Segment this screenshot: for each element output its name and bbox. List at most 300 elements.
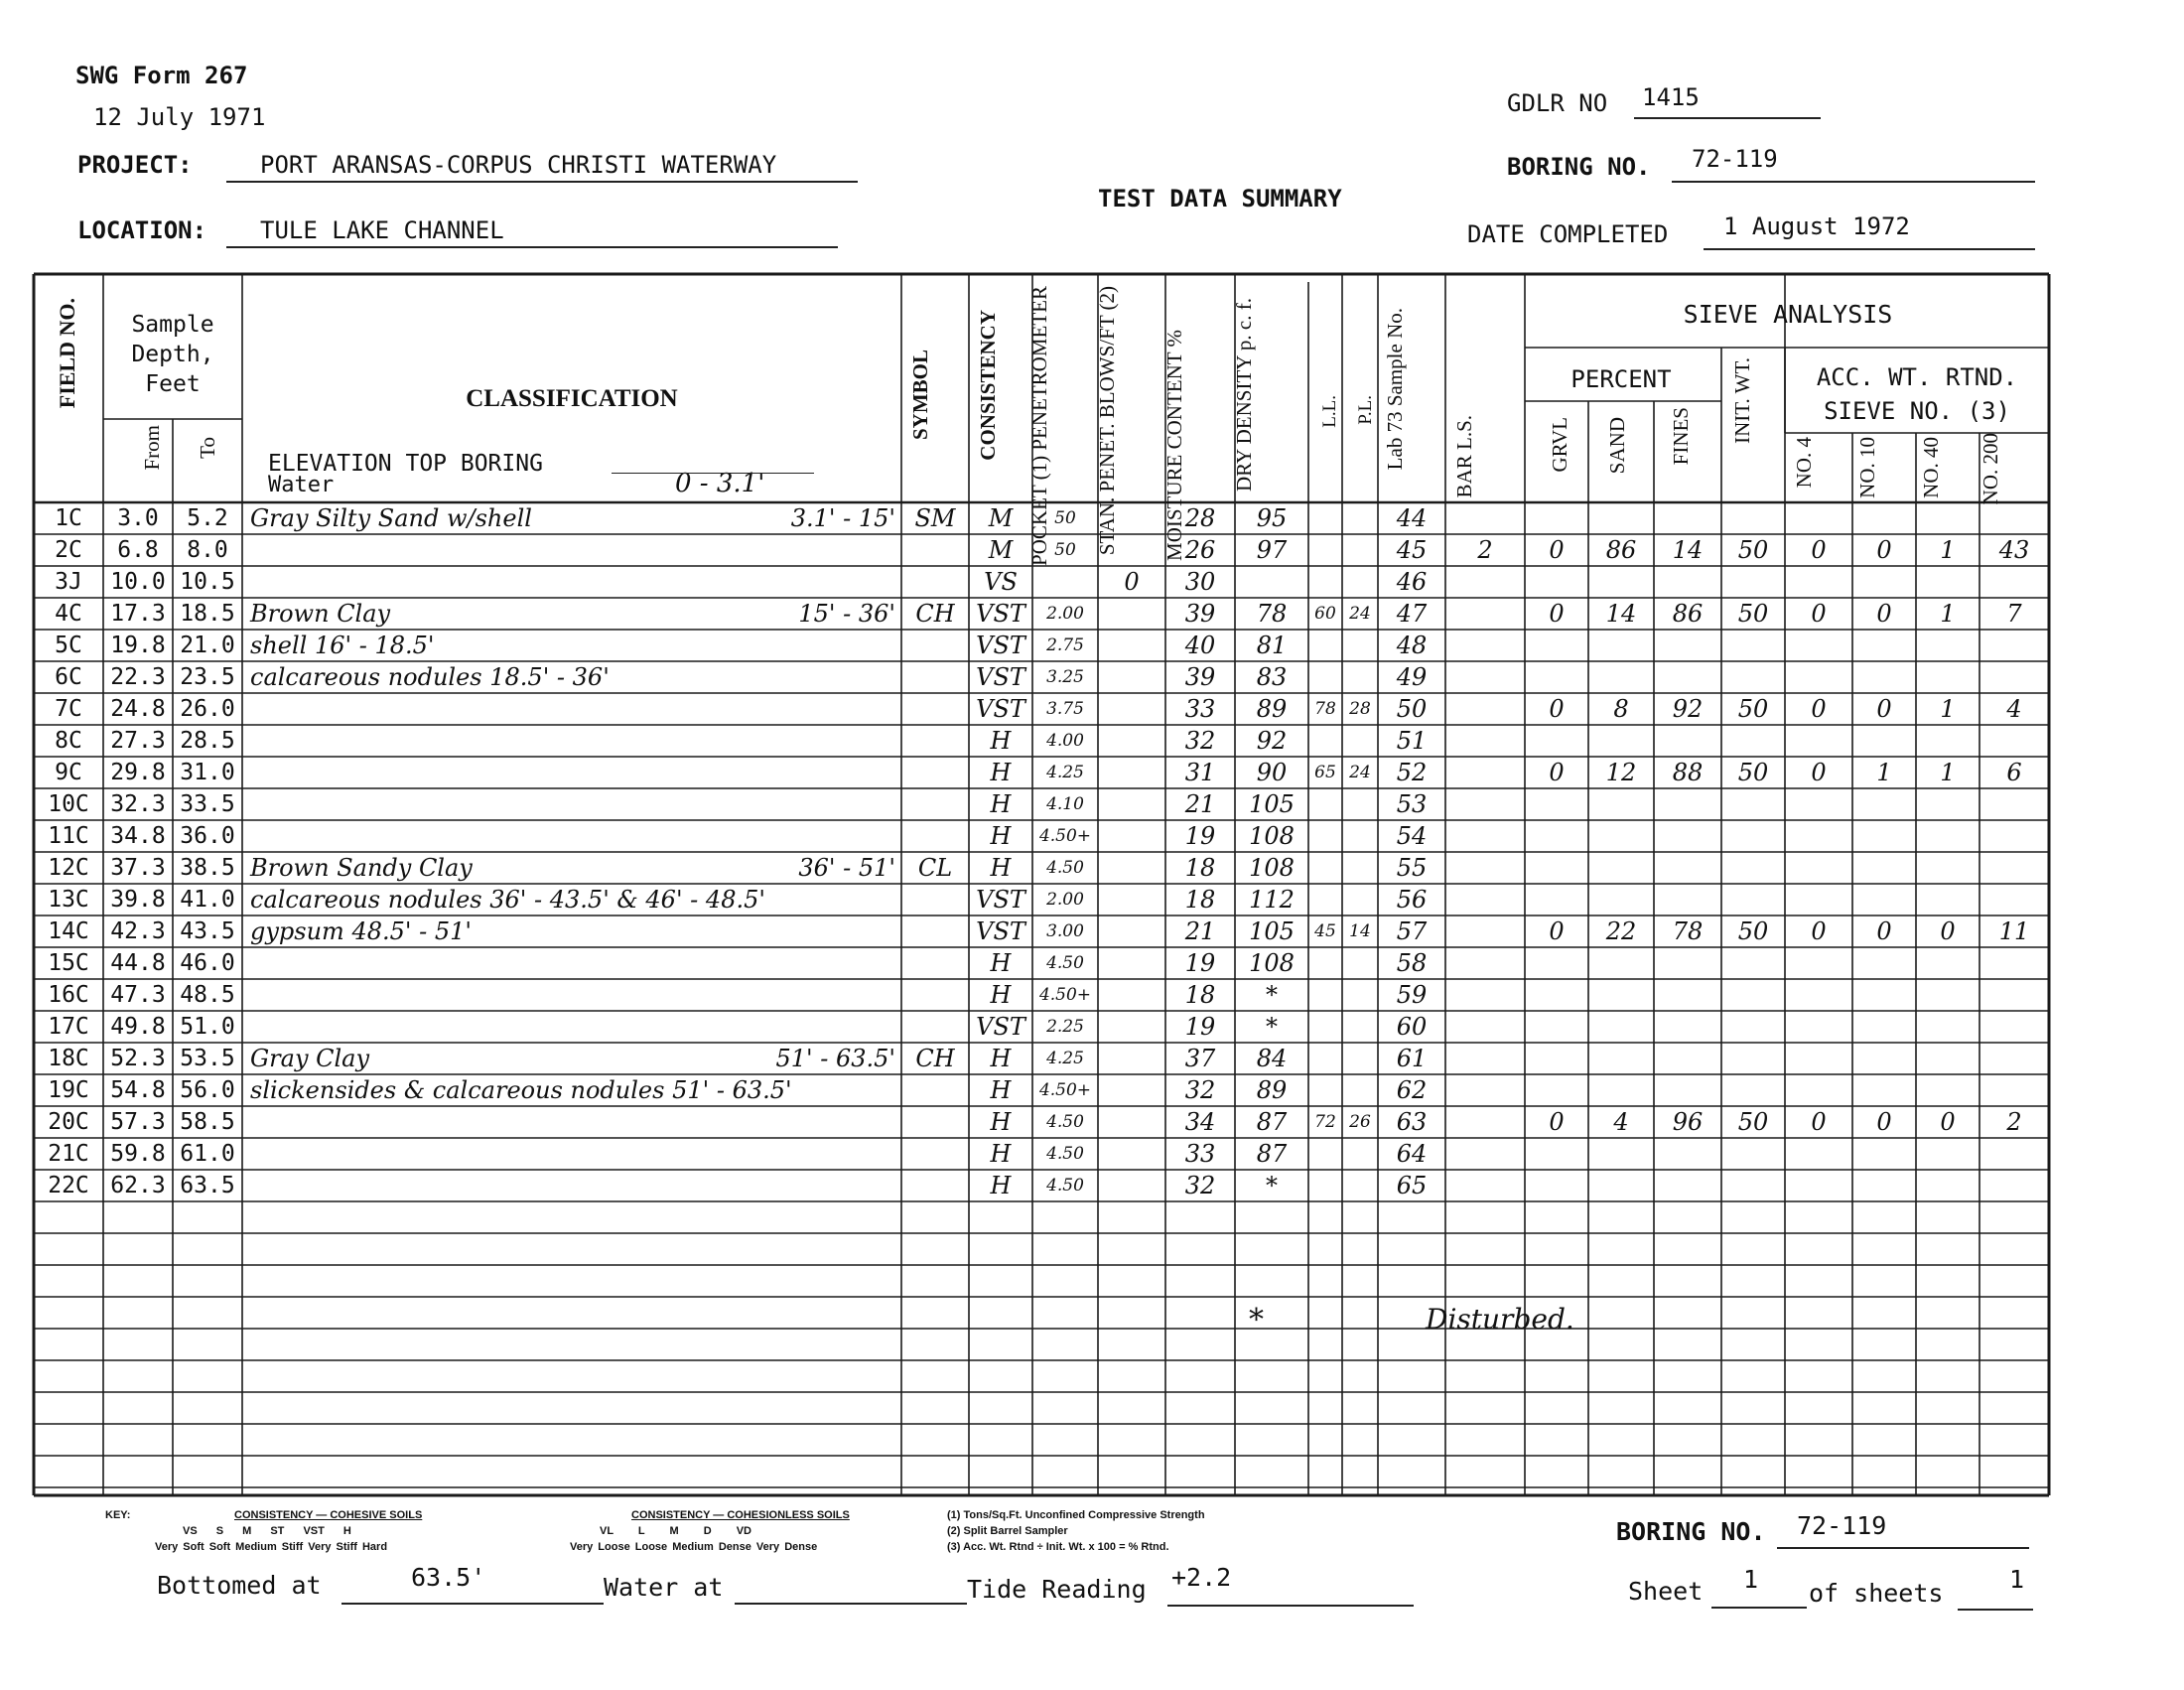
cell-field-no: 14C	[48, 918, 89, 944]
cell-from: 59.8	[110, 1141, 166, 1167]
cell-dry-density: 95	[1256, 504, 1288, 532]
cell-fines: 88	[1672, 759, 1704, 786]
cell-from: 3.0	[117, 505, 159, 531]
cell-no4: 0	[1811, 695, 1827, 723]
of-sheets-underline	[1958, 1609, 2033, 1611]
cell-symbol: CH	[915, 1045, 955, 1072]
cell-init-wt: 50	[1737, 917, 1769, 945]
cell-field-no: 1C	[55, 505, 82, 531]
cell-lab-sample: 56	[1396, 886, 1428, 914]
classification-range: 36' - 51'	[798, 854, 895, 882]
cell-fines: 92	[1672, 695, 1704, 723]
cell-pocket-pen: 2.00	[1046, 890, 1084, 910]
cell-lab-sample: 57	[1396, 917, 1428, 945]
classification-note: gypsum 48.5' - 51'	[250, 917, 472, 945]
cell-pocket-pen: 2.00	[1046, 604, 1084, 624]
cell-sand: 14	[1605, 600, 1637, 628]
cell-from: 52.3	[110, 1046, 166, 1071]
cell-no200: 7	[2006, 600, 2022, 628]
cell-stan-penet: 0	[1124, 568, 1140, 596]
cell-from: 44.8	[110, 950, 166, 976]
cell-field-no: 4C	[55, 601, 82, 627]
cell-to: 33.5	[180, 791, 235, 817]
header-from: From	[140, 425, 164, 471]
cell-to: 46.0	[180, 950, 235, 976]
header-no10: NO. 10	[1855, 437, 1879, 498]
cell-from: 22.3	[110, 664, 166, 690]
cell-consistency: H	[990, 1172, 1012, 1199]
classification-note: shell 16' - 18.5'	[250, 632, 435, 659]
cell-init-wt: 50	[1737, 600, 1769, 628]
page-title: TEST DATA SUMMARY	[1098, 185, 1342, 212]
cell-no10: 0	[1876, 917, 1892, 945]
cell-grvl: 0	[1549, 759, 1565, 786]
gdlr-label: GDLR NO	[1507, 89, 1608, 117]
cell-to: 38.5	[180, 855, 235, 881]
sheet-underline	[1711, 1607, 1807, 1609]
cell-moisture: 21	[1184, 917, 1216, 945]
header-dry-density: DRY DENSITY p. c. f.	[1232, 298, 1256, 493]
cell-to: 26.0	[180, 696, 235, 722]
cell-moisture: 26	[1184, 536, 1216, 564]
cell-moisture: 40	[1184, 632, 1216, 659]
cell-moisture: 32	[1184, 1172, 1216, 1199]
cell-ll: 78	[1314, 699, 1336, 719]
gdlr-value: 1415	[1642, 83, 1700, 111]
cell-field-no: 3J	[55, 569, 82, 595]
cell-grvl: 0	[1549, 917, 1565, 945]
cell-lab-sample: 49	[1396, 663, 1428, 691]
cell-grvl: 0	[1549, 600, 1565, 628]
cell-dry-density: 105	[1249, 917, 1295, 945]
cell-moisture: 18	[1184, 854, 1216, 882]
cell-no4: 0	[1811, 917, 1827, 945]
header-no4: NO. 4	[1792, 437, 1816, 489]
water-label: Water at	[604, 1573, 724, 1602]
elevation-label: ELEVATION TOP BORING	[268, 451, 543, 477]
header-to: To	[196, 437, 219, 459]
cell-pocket-pen: 4.10	[1046, 794, 1084, 814]
key-note-1: (1) Tons/Sq.Ft. Unconfined Compressive Strength	[947, 1509, 1205, 1521]
cell-field-no: 7C	[55, 696, 82, 722]
cell-moisture: 33	[1184, 1140, 1216, 1168]
cell-from: 57.3	[110, 1109, 166, 1135]
form-id: SWG Form 267	[75, 62, 248, 89]
cell-from: 27.3	[110, 728, 166, 754]
cell-dry-density: 90	[1256, 759, 1288, 786]
cell-no200: 11	[1998, 917, 2030, 945]
cell-consistency: H	[990, 1140, 1012, 1168]
cell-from: 49.8	[110, 1014, 166, 1040]
cell-field-no: 10C	[48, 791, 89, 817]
cell-field-no: 5C	[55, 633, 82, 658]
cell-consistency: H	[990, 1108, 1012, 1136]
cell-to: 5.2	[187, 505, 228, 531]
header-acc-wt: ACC. WT. RTND.	[1816, 363, 2018, 391]
cell-no10: 1	[1876, 759, 1892, 786]
cell-dry-density: 92	[1256, 727, 1288, 755]
header-bar-ls: BAR L.S.	[1452, 415, 1476, 498]
cell-fines: 78	[1672, 917, 1704, 945]
cell-no10: 0	[1876, 695, 1892, 723]
cell-moisture: 32	[1184, 727, 1216, 755]
cell-dry-density: 97	[1256, 536, 1288, 564]
cell-from: 54.8	[110, 1077, 166, 1103]
cell-lab-sample: 58	[1396, 949, 1428, 977]
cell-lab-sample: 65	[1396, 1172, 1428, 1199]
cell-dry-density: 89	[1256, 1076, 1288, 1104]
cell-no200: 4	[2006, 695, 2022, 723]
cell-field-no: 6C	[55, 664, 82, 690]
cell-consistency: VST	[976, 695, 1025, 723]
cell-field-no: 16C	[48, 982, 89, 1008]
cell-lab-sample: 48	[1396, 632, 1428, 659]
cell-lab-sample: 50	[1396, 695, 1428, 723]
key-cohesionless-abbr: VL L M D VD	[600, 1525, 751, 1537]
cell-no40: 1	[1940, 695, 1956, 723]
key-cohesive-words: Very Soft Soft Medium Stiff Very Stiff Hard	[155, 1541, 388, 1553]
cell-no40: 0	[1940, 1108, 1956, 1136]
cell-lab-sample: 45	[1396, 536, 1428, 564]
water-underline	[735, 1603, 967, 1605]
cell-pl: 26	[1349, 1112, 1371, 1132]
cell-from: 19.8	[110, 633, 166, 658]
cell-symbol: SM	[914, 504, 956, 532]
cell-to: 61.0	[180, 1141, 235, 1167]
sheet-value: 1	[1743, 1565, 1759, 1594]
cell-pocket-pen: 3.00	[1046, 921, 1084, 941]
cell-from: 10.0	[110, 569, 166, 595]
cell-field-no: 13C	[48, 887, 89, 913]
header-ll: L.L.	[1319, 395, 1340, 428]
cell-dry-density: 108	[1249, 854, 1295, 882]
cell-to: 56.0	[180, 1077, 235, 1103]
cell-to: 36.0	[180, 823, 235, 849]
cell-no40: 1	[1940, 759, 1956, 786]
cell-pocket-pen: 50	[1054, 508, 1076, 528]
cell-consistency: VST	[976, 632, 1025, 659]
cell-to: 8.0	[187, 537, 228, 563]
cell-moisture: 39	[1184, 663, 1216, 691]
boring-value: 72-119	[1692, 145, 1778, 173]
cell-dry-density: 81	[1256, 632, 1288, 659]
cell-moisture: 18	[1184, 886, 1216, 914]
cell-pocket-pen: 2.25	[1046, 1017, 1084, 1037]
header-grvl: GRVL	[1548, 417, 1571, 473]
cell-lab-sample: 46	[1396, 568, 1428, 596]
classification-note: calcareous nodules 18.5' - 36'	[250, 663, 610, 691]
header-lab-sample: Lab 73 Sample No.	[1383, 308, 1407, 471]
cell-from: 17.3	[110, 601, 166, 627]
cell-pocket-pen: 4.00	[1046, 731, 1084, 751]
cell-sand: 12	[1605, 759, 1637, 786]
cell-lab-sample: 60	[1396, 1013, 1428, 1041]
cell-no40: 1	[1940, 536, 1956, 564]
cell-lab-sample: 47	[1396, 600, 1428, 628]
cell-lab-sample: 53	[1396, 790, 1428, 818]
footer-boring-value: 72-119	[1797, 1511, 1887, 1540]
cell-bar-ls: 2	[1477, 536, 1493, 564]
cell-pl: 24	[1349, 763, 1371, 782]
cell-no4: 0	[1811, 536, 1827, 564]
cell-grvl: 0	[1549, 695, 1565, 723]
cell-lab-sample: 61	[1396, 1045, 1428, 1072]
classification-note: Brown Clay	[250, 600, 391, 628]
project-value: PORT ARANSAS-CORPUS CHRISTI WATERWAY	[260, 151, 777, 179]
tide-underline	[1167, 1605, 1414, 1607]
cell-moisture: 37	[1184, 1045, 1216, 1072]
header-moisture: MOISTURE CONTENT %	[1162, 330, 1186, 561]
cell-field-no: 15C	[48, 950, 89, 976]
location-value: TULE LAKE CHANNEL	[260, 216, 504, 244]
header-pl: P.L.	[1355, 395, 1376, 425]
cell-grvl: 0	[1549, 1108, 1565, 1136]
cell-pocket-pen: 3.25	[1046, 667, 1084, 687]
classification-note: Brown Sandy Clay	[250, 854, 473, 882]
cell-dry-density: *	[1266, 981, 1278, 1009]
cell-ll: 45	[1314, 921, 1336, 941]
cell-field-no: 22C	[48, 1173, 89, 1198]
cell-moisture: 19	[1184, 949, 1216, 977]
cell-no40: 0	[1940, 917, 1956, 945]
classification-note: slickensides & calcareous nodules 51' - 63.5'	[250, 1076, 792, 1104]
elevation-value: 0 - 3.1'	[675, 469, 765, 498]
header-no200: NO. 200	[1979, 433, 2002, 505]
cell-dry-density: 112	[1249, 886, 1295, 914]
cell-pocket-pen: 4.25	[1046, 1049, 1084, 1068]
cell-pocket-pen: 4.50	[1046, 1176, 1084, 1196]
cell-moisture: 19	[1184, 1013, 1216, 1041]
elevation-sub: Water	[268, 473, 335, 497]
cell-to: 21.0	[180, 633, 235, 658]
key-note-2: (2) Split Barrel Sampler	[947, 1525, 1068, 1537]
cell-no4: 0	[1811, 600, 1827, 628]
key-cohesionless-words: Very Loose Loose Medium Dense Very Dense	[570, 1541, 818, 1553]
cell-no200: 6	[2006, 759, 2022, 786]
cell-lab-sample: 44	[1396, 504, 1428, 532]
header-sieve-no: SIEVE NO. (3)	[1824, 397, 2010, 425]
cell-pocket-pen: 50	[1054, 540, 1076, 560]
cell-consistency: M	[988, 536, 1014, 564]
cell-consistency: H	[990, 949, 1012, 977]
bottomed-underline	[341, 1603, 604, 1605]
cell-no4: 0	[1811, 1108, 1827, 1136]
footer-boring-underline	[1777, 1547, 2029, 1549]
cell-consistency: VST	[976, 600, 1025, 628]
date-value: 1 August 1972	[1723, 212, 1910, 240]
cell-moisture: 34	[1184, 1108, 1216, 1136]
cell-pocket-pen: 4.50	[1046, 1112, 1084, 1132]
key-cohesive-title: CONSISTENCY — COHESIVE SOILS	[234, 1509, 423, 1521]
cell-lab-sample: 63	[1396, 1108, 1428, 1136]
cell-no200: 2	[2006, 1108, 2022, 1136]
cell-field-no: 12C	[48, 855, 89, 881]
header-sand: SAND	[1605, 417, 1629, 475]
cell-sand: 86	[1605, 536, 1637, 564]
footnote-text: Disturbed.	[1426, 1303, 1574, 1336]
cell-consistency: VST	[976, 886, 1025, 914]
cell-to: 41.0	[180, 887, 235, 913]
cell-pocket-pen: 4.50	[1046, 953, 1084, 973]
cell-dry-density: *	[1266, 1013, 1278, 1041]
cell-sand: 22	[1605, 917, 1637, 945]
cell-pocket-pen: 4.50+	[1038, 826, 1092, 846]
cell-dry-density: 84	[1256, 1045, 1288, 1072]
cell-from: 24.8	[110, 696, 166, 722]
footnote-asterisk: *	[1249, 1303, 1264, 1338]
header-symbol: SYMBOL	[908, 350, 932, 441]
cell-consistency: H	[990, 854, 1012, 882]
header-sieve-analysis: SIEVE ANALYSIS	[1683, 300, 1893, 329]
cell-init-wt: 50	[1737, 695, 1769, 723]
header-pocket-pen: POCKET (1) PENETROMETER	[1027, 286, 1051, 566]
cell-consistency: H	[990, 981, 1012, 1009]
cell-pocket-pen: 4.50	[1046, 858, 1084, 878]
classification-note: calcareous nodules 36' - 43.5' & 46' - 48.5'	[250, 886, 765, 914]
footer-boring-label: BORING NO.	[1616, 1517, 1766, 1546]
cell-consistency: VST	[976, 663, 1025, 691]
header-consistency: CONSISTENCY	[976, 310, 1000, 461]
cell-from: 47.3	[110, 982, 166, 1008]
cell-to: 51.0	[180, 1014, 235, 1040]
cell-field-no: 9C	[55, 760, 82, 785]
cell-moisture: 19	[1184, 822, 1216, 850]
cell-consistency: H	[990, 1076, 1012, 1104]
cell-field-no: 20C	[48, 1109, 89, 1135]
header-stan-penet: STAN. PENET. BLOWS/FT (2)	[1095, 286, 1119, 556]
cell-init-wt: 50	[1737, 759, 1769, 786]
cell-lab-sample: 55	[1396, 854, 1428, 882]
cell-field-no: 18C	[48, 1046, 89, 1071]
of-sheets-label: of sheets	[1809, 1579, 1944, 1608]
cell-from: 42.3	[110, 918, 166, 944]
cell-dry-density: 108	[1249, 822, 1295, 850]
header-field-no: FIELD NO.	[55, 298, 79, 409]
cell-to: 63.5	[180, 1173, 235, 1198]
cell-to: 10.5	[180, 569, 235, 595]
cell-lab-sample: 54	[1396, 822, 1428, 850]
cell-to: 28.5	[180, 728, 235, 754]
cell-to: 58.5	[180, 1109, 235, 1135]
cell-pl: 14	[1349, 921, 1371, 941]
cell-consistency: VS	[984, 568, 1018, 596]
sheet-label: Sheet	[1628, 1577, 1704, 1606]
cell-symbol: CL	[917, 854, 953, 882]
cell-dry-density: 83	[1256, 663, 1288, 691]
cell-no10: 0	[1876, 536, 1892, 564]
cell-moisture: 31	[1184, 759, 1216, 786]
bottomed-value: 63.5'	[411, 1563, 486, 1592]
cell-lab-sample: 52	[1396, 759, 1428, 786]
header-classification: CLASSIFICATION	[466, 385, 678, 412]
cell-dry-density: 78	[1256, 600, 1288, 628]
cell-dry-density: 89	[1256, 695, 1288, 723]
cell-field-no: 8C	[55, 728, 82, 754]
key-note-3: (3) Acc. Wt. Rtnd ÷ Init. Wt. x 100 = % Rtnd.	[947, 1541, 1169, 1553]
cell-no40: 1	[1940, 600, 1956, 628]
header-fines: FINES	[1669, 407, 1693, 466]
cell-consistency: H	[990, 1045, 1012, 1072]
cell-moisture: 30	[1184, 568, 1216, 596]
cell-consistency: VST	[976, 917, 1025, 945]
cell-from: 34.8	[110, 823, 166, 849]
cell-from: 32.3	[110, 791, 166, 817]
cell-moisture: 28	[1184, 504, 1216, 532]
classification-range: 15' - 36'	[798, 600, 895, 628]
cell-dry-density: 108	[1249, 949, 1295, 977]
tide-value: +2.2	[1171, 1563, 1232, 1592]
cell-lab-sample: 62	[1396, 1076, 1428, 1104]
classification-range: 51' - 63.5'	[775, 1045, 895, 1072]
cell-to: 48.5	[180, 982, 235, 1008]
cell-no4: 0	[1811, 759, 1827, 786]
cell-pocket-pen: 4.25	[1046, 763, 1084, 782]
cell-field-no: 21C	[48, 1141, 89, 1167]
cell-fines: 96	[1672, 1108, 1704, 1136]
location-label: LOCATION:	[77, 216, 207, 244]
cell-no200: 43	[1998, 536, 2030, 564]
cell-moisture: 39	[1184, 600, 1216, 628]
cell-ll: 65	[1314, 763, 1336, 782]
cell-no10: 0	[1876, 1108, 1892, 1136]
cell-lab-sample: 59	[1396, 981, 1428, 1009]
cell-to: 43.5	[180, 918, 235, 944]
cell-field-no: 2C	[55, 537, 82, 563]
of-sheets-value: 1	[2009, 1565, 2025, 1594]
header-sample-depth: Sample Depth, Feet	[131, 312, 214, 397]
elevation-underline	[612, 473, 814, 474]
cell-dry-density: 87	[1256, 1140, 1288, 1168]
cell-pocket-pen: 4.50+	[1038, 985, 1092, 1005]
cell-no10: 0	[1876, 600, 1892, 628]
cell-consistency: M	[988, 504, 1014, 532]
bottomed-label: Bottomed at	[157, 1571, 322, 1600]
cell-dry-density: 87	[1256, 1108, 1288, 1136]
classification-range: 3.1' - 15'	[790, 504, 895, 532]
cell-to: 18.5	[180, 601, 235, 627]
cell-moisture: 33	[1184, 695, 1216, 723]
cell-consistency: H	[990, 822, 1012, 850]
cell-from: 6.8	[117, 537, 159, 563]
cell-consistency: VST	[976, 1013, 1025, 1041]
cell-to: 53.5	[180, 1046, 235, 1071]
cell-ll: 60	[1314, 604, 1336, 624]
cell-from: 39.8	[110, 887, 166, 913]
cell-moisture: 21	[1184, 790, 1216, 818]
cell-from: 37.3	[110, 855, 166, 881]
cell-moisture: 32	[1184, 1076, 1216, 1104]
boring-label: BORING NO.	[1507, 153, 1651, 181]
cell-to: 31.0	[180, 760, 235, 785]
key-cohesive-abbr: VS S M ST VST H	[183, 1525, 351, 1537]
cell-dry-density: 105	[1249, 790, 1295, 818]
cell-sand: 4	[1613, 1108, 1629, 1136]
cell-moisture: 18	[1184, 981, 1216, 1009]
classification-note: Gray Clay	[250, 1045, 370, 1072]
cell-sand: 8	[1613, 695, 1629, 723]
cell-to: 23.5	[180, 664, 235, 690]
header-no40: NO. 40	[1919, 437, 1943, 498]
cell-consistency: H	[990, 727, 1012, 755]
cell-lab-sample: 64	[1396, 1140, 1428, 1168]
key-label: KEY:	[105, 1509, 131, 1521]
cell-field-no: 19C	[48, 1077, 89, 1103]
cell-consistency: H	[990, 790, 1012, 818]
cell-pocket-pen: 3.75	[1046, 699, 1084, 719]
key-cohesionless-title: CONSISTENCY — COHESIONLESS SOILS	[631, 1509, 850, 1521]
cell-pocket-pen: 2.75	[1046, 635, 1084, 655]
cell-ll: 72	[1314, 1112, 1336, 1132]
